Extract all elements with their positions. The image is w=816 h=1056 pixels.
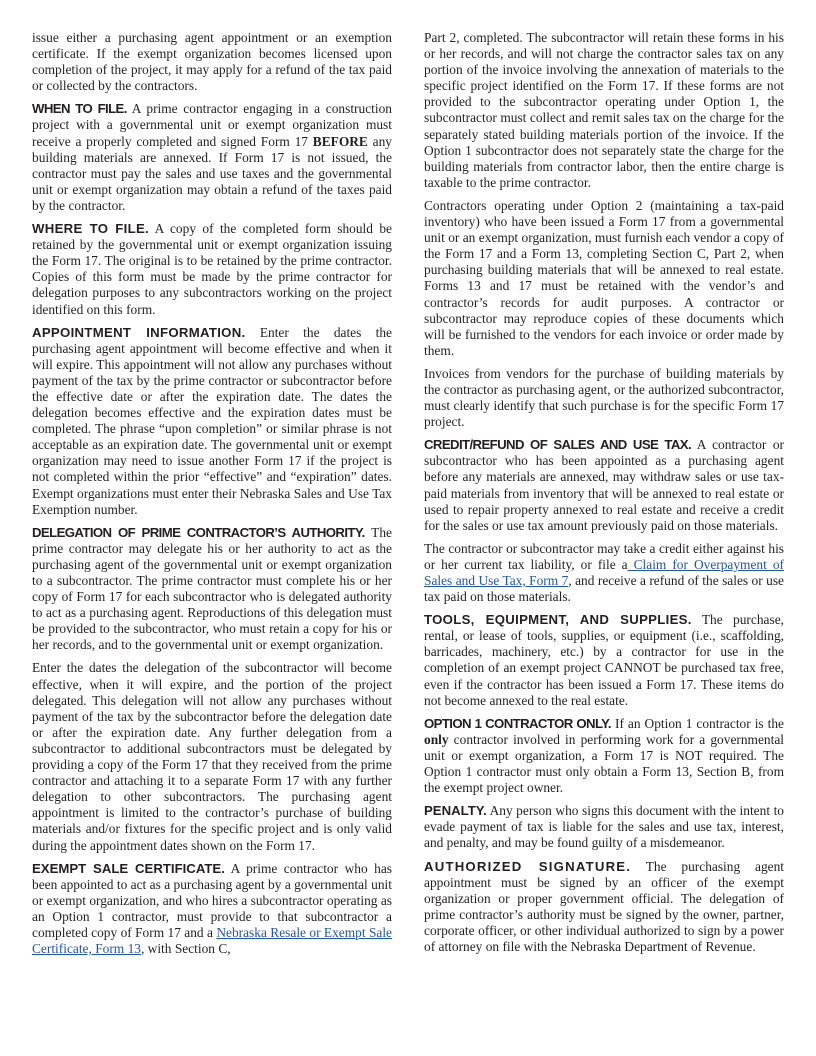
exempt-sale-certificate-heading: EXEMPT SALE CERTIFICATE. xyxy=(32,860,225,876)
where-to-file-section: WHERE TO FILE. A copy of the completed form should be retained by the governmental unit or exempt organization issuing the Form 17. The original is to be retained by the prime contractor. Copies of this form must be made by the prime contractor for delegation purposes to any subcontractors working on the project identified on this form. xyxy=(32,221,392,317)
credit-refund-heading: CREDIT/REFUND OF SALES AND USE TAX. xyxy=(424,437,692,453)
penalty-heading: PENALTY. xyxy=(424,803,487,819)
exempt-sale-continuation: Part 2, completed. The subcontractor will retain these forms in his or her records, and will not charge the contractor sales tax on any portion of the invoice involving the annexation of materials to the specific project identified on the Form 17. If these forms are not provided to the subcontractor operating under Option 1, the subcontractor must collect and remit sales tax on the charge for the separately stated building materials portion of the invoice. If the Option 1 subcontractor does not separately state the charge for the building materials from contractor labor, then the entire charge is taxable to the prime contractor. xyxy=(424,30,784,190)
only-emphasis: only xyxy=(424,731,449,747)
delegation-section: DELEGATION OF PRIME CONTRACTOR’S AUTHORITY. The prime contractor may delegate his or her authority to act as the purchasing agent of the governmental unit or exempt organization to a subcontractor. The prime contractor must complete his or her copy of Form 17 for each subcontractor who is delegated authority to act as a purchasing agent. Reproductions of this delegation must be provided to the subcontractor, who must retain a copy for his or her records, and to the governmental unit or exempt organization. xyxy=(32,524,392,653)
instructions-page xyxy=(32,30,785,1030)
credit-refund-paragraph-2: The contractor or subcontractor may take a credit either against his or her current tax liability, or file a Claim for Overpayment of Sales and Use Tax, Form 7, and receive a refund of the sales or use tax paid on those materials. xyxy=(424,540,784,605)
tools-equipment-heading: TOOLS, EQUIPMENT, AND SUPPLIES. xyxy=(424,612,692,628)
left-column xyxy=(32,30,392,1030)
exempt-sale-certificate-section: EXEMPT SALE CERTIFICATE. A prime contractor who has been appointed to act as a purchasing agent by a governmental unit or exempt organization, and who hires a subcontractor operating as an Option 1 contractor, must provide to that subcontractor a completed copy of Form 17 and a Nebraska Resale or Exempt Sale Certificate, Form 13, with Section C, xyxy=(32,860,392,957)
where-to-file-heading: WHERE TO FILE. xyxy=(32,221,150,237)
paragraph-continuation: issue either a purchasing agent appointment or an exemption certificate. If the exempt organization becomes licensed upon completion of the project, it may apply for a refund of the tax paid or collected by the contractors. xyxy=(32,30,392,94)
tools-equipment-section: TOOLS, EQUIPMENT, AND SUPPLIES. The purchase, rental, or lease of tools, supplies, or equipment (i.e., scaffolding, barricades, machinery, etc.) by a contractor for use in the completion of an exempt project CANNOT be purchased tax free, even if the contractor has been issued a Form 17. These items do not become annexed to the real estate. xyxy=(424,612,784,708)
form-7-link[interactable]: Claim for Overpayment of Sales and Use Tax, Form 7 xyxy=(424,556,784,588)
form-13-link[interactable]: Nebraska Resale or Exempt Sale Certificate, Form 13 xyxy=(32,924,392,957)
option-1-heading: OPTION 1 CONTRACTOR ONLY. xyxy=(424,715,611,731)
before-emphasis: BEFORE xyxy=(312,133,368,149)
option-2-paragraph: Contractors operating under Option 2 (maintaining a tax-paid inventory) who have been issued a Form 17 from a governmental unit or an exempt organization, must furnish each vendor a copy of the Form 17 and a Form 13, completing Section C, Part 2, when purchasing building materials that will be annexed to real estate. Forms 13 and 17 must be retained with the vendor’s and contractor’s records for audit purposes. A contractor or subcontractor may reproduce copies of these documents which will be furnished to the vendors for each invoice or order made by them. xyxy=(424,197,784,358)
delegation-dates-paragraph: Enter the dates the delegation of the subcontractor will become effective, when it will expire, and the portion of the project delegated. This delegation will not allow any purchases without payment of the tax by the subcontractor before the delegation date or after the expiration date. Any further delegation from a subcontractor to additional subcontractors must be delegated by providing a copy of the Form 17 that they received from the prime contractor and attaching it to a separate Form 17 with any further delegation to other subcontractors. The purchasing agent appointment is limited to the contractor’s purchase of building materials and/or fixtures for the specific project and is only valid during the appointment dates shown on the Form 17. xyxy=(32,660,392,853)
credit-refund-section: CREDIT/REFUND OF SALES AND USE TAX. A contractor or subcontractor who has been appointed as a purchasing agent before any materials are annexed, may withdraw sales or use tax-paid materials from inventory that will be annexed to real estate or used to repair property annexed to real estate and receive a credit for the sales or use tax amount previously paid on those materials. xyxy=(424,437,784,533)
authorized-signature-section: AUTHORIZED SIGNATURE. The purchasing agent appointment must be signed by an officer of the exempt organization or proper government official. The delegation of prime contractor’s authority must be signed by the owner, partner, corporate officer, or other individual authorized to sign by a power of attorney on file with the Nebraska Department of Revenue. xyxy=(424,858,784,954)
penalty-section: PENALTY. Any person who signs this document with the intent to evade payment of tax is liable for the sales and use tax, interest, and penalty, and may be found guilty of a misdemeanor. xyxy=(424,803,784,851)
invoices-paragraph: Invoices from vendors for the purchase of building materials by the contractor as purchasing agent, or the authorized subcontractor, must clearly identify that such purchase is for the specific Form 17 project. xyxy=(424,365,784,430)
appointment-information-heading: APPOINTMENT INFORMATION. xyxy=(32,324,246,340)
delegation-heading: DELEGATION OF PRIME CONTRACTOR’S AUTHORITY. xyxy=(32,524,365,540)
right-column xyxy=(424,30,784,1030)
authorized-signature-heading: AUTHORIZED SIGNATURE. xyxy=(424,858,632,874)
option-1-section: OPTION 1 CONTRACTOR ONLY. If an Option 1 contractor is the only contractor involved in performing work for a governmental unit or exempt organization, a Form 17 is NOT required. The Option 1 contractor must only obtain a Form 13, Section B, from the exempt project owner. xyxy=(424,715,784,796)
when-to-file-section: WHEN TO FILE. A prime contractor engaging in a construction project with a governmental unit or exempt organization must receive a properly completed and signed Form 17 BEFORE any building materials are annexed. If Form 17 is not issued, the contractor must pay the sales and use taxes and the governmental unit or exempt organization may obtain a refund of the taxes paid by the contractor. xyxy=(32,101,392,213)
when-to-file-heading: WHEN TO FILE. xyxy=(32,101,127,117)
appointment-information-section: APPOINTMENT INFORMATION. Enter the dates the purchasing agent appointment will become effective and when it will expire. This appointment will not allow any purchases without payment of the tax by the prime contractor or subcontractor before the effective date or after the expiration date. The dates the delegation becomes effective and the expiration dates must be completed. The phrase “upon completion” or similar phrase is not acceptable as an expiration date. The governmental unit or exempt organization may need to issue another Form 17 if the project is not completed within the prior “effective” and “expiration” dates. Exempt organizations must enter their Nebraska Sales and Use Tax Exemption number. xyxy=(32,324,393,517)
